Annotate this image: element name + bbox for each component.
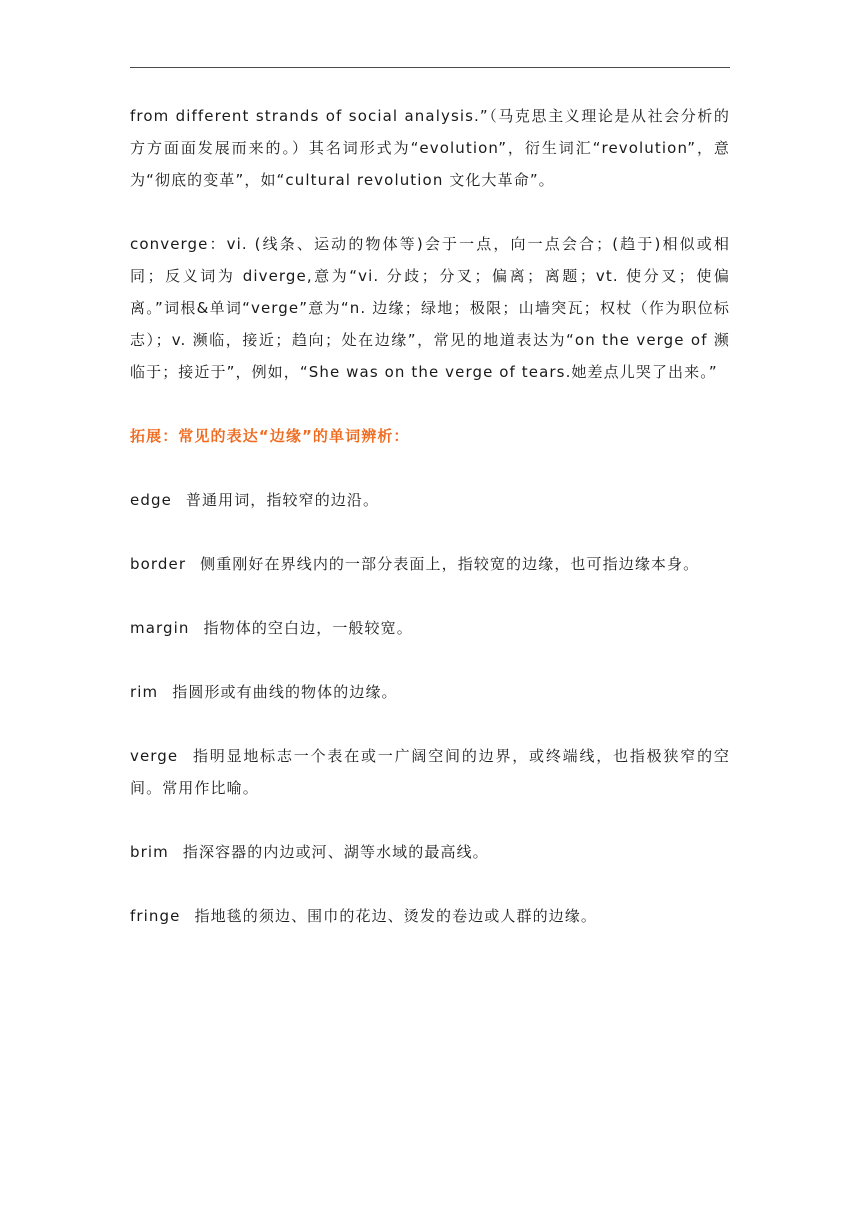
- word-term: brim: [130, 843, 169, 861]
- word-definition: 指地毯的须边、围巾的花边、烫发的卷边或人群的边缘。: [194, 907, 597, 925]
- word-entry-margin: [130, 612, 730, 644]
- word-term: border: [130, 555, 187, 573]
- word-definition: 普通用词，指较窄的边沿。: [185, 491, 380, 509]
- word-definition: 指明显地标志一个表在或一广阔空间的边界，或终端线，也指极狭窄的空间。常用作比喻。: [130, 747, 730, 797]
- extension-heading: 拓展：常见的表达“边缘”的单词辨析：: [130, 427, 410, 445]
- word-definition: 指深容器的内边或河、湖等水域的最高线。: [182, 843, 489, 861]
- word-entry-verge: [130, 740, 730, 804]
- document-body: [130, 100, 730, 964]
- word-entry-edge: [130, 484, 730, 516]
- word-entry-fringe: [130, 900, 730, 932]
- evolution-paragraph: from different strands of social analysis.”（马克思主义理论是从社会分析的方方面面发展而来的。）其名词形式为“evolution”，衍生词汇“revolution”，意为“彻底的变革”，如“cultural revolution 文化大革命”。: [130, 107, 730, 189]
- word-term: edge: [130, 491, 172, 509]
- word-term: margin: [130, 619, 190, 637]
- word-term: verge: [130, 747, 179, 765]
- converge-paragraph: converge：vi. (线条、运动的物体等)会于一点，向一点会合；(趋于)相似或相同；反义词为 diverge,意为“vi. 分歧；分叉；偏离；离题；vt. 使分叉；使偏离。”词根&单词“verge”意为“n. 边缘；绿地；极限；山墙突瓦；权杖（作为职位标志）；v. 濒临，接近；趋向；处在边缘”，常见的地道表达为“on the verge of 濒临于；接近于”，例如，“She was on the verge of tears.她差点儿哭了出来。”: [130, 235, 730, 381]
- word-definition: 指物体的空白边，一般较宽。: [203, 619, 413, 637]
- word-term: rim: [130, 683, 159, 701]
- word-term: fringe: [130, 907, 181, 925]
- word-entry-rim: [130, 676, 730, 708]
- word-definition: 指圆形或有曲线的物体的边缘。: [172, 683, 398, 701]
- word-entry-border: [130, 548, 730, 580]
- word-definition: 侧重刚好在界线内的一部分表面上，指较宽的边缘，也可指边缘本身。: [200, 555, 700, 573]
- header-rule: [130, 67, 730, 68]
- word-entry-brim: [130, 836, 730, 868]
